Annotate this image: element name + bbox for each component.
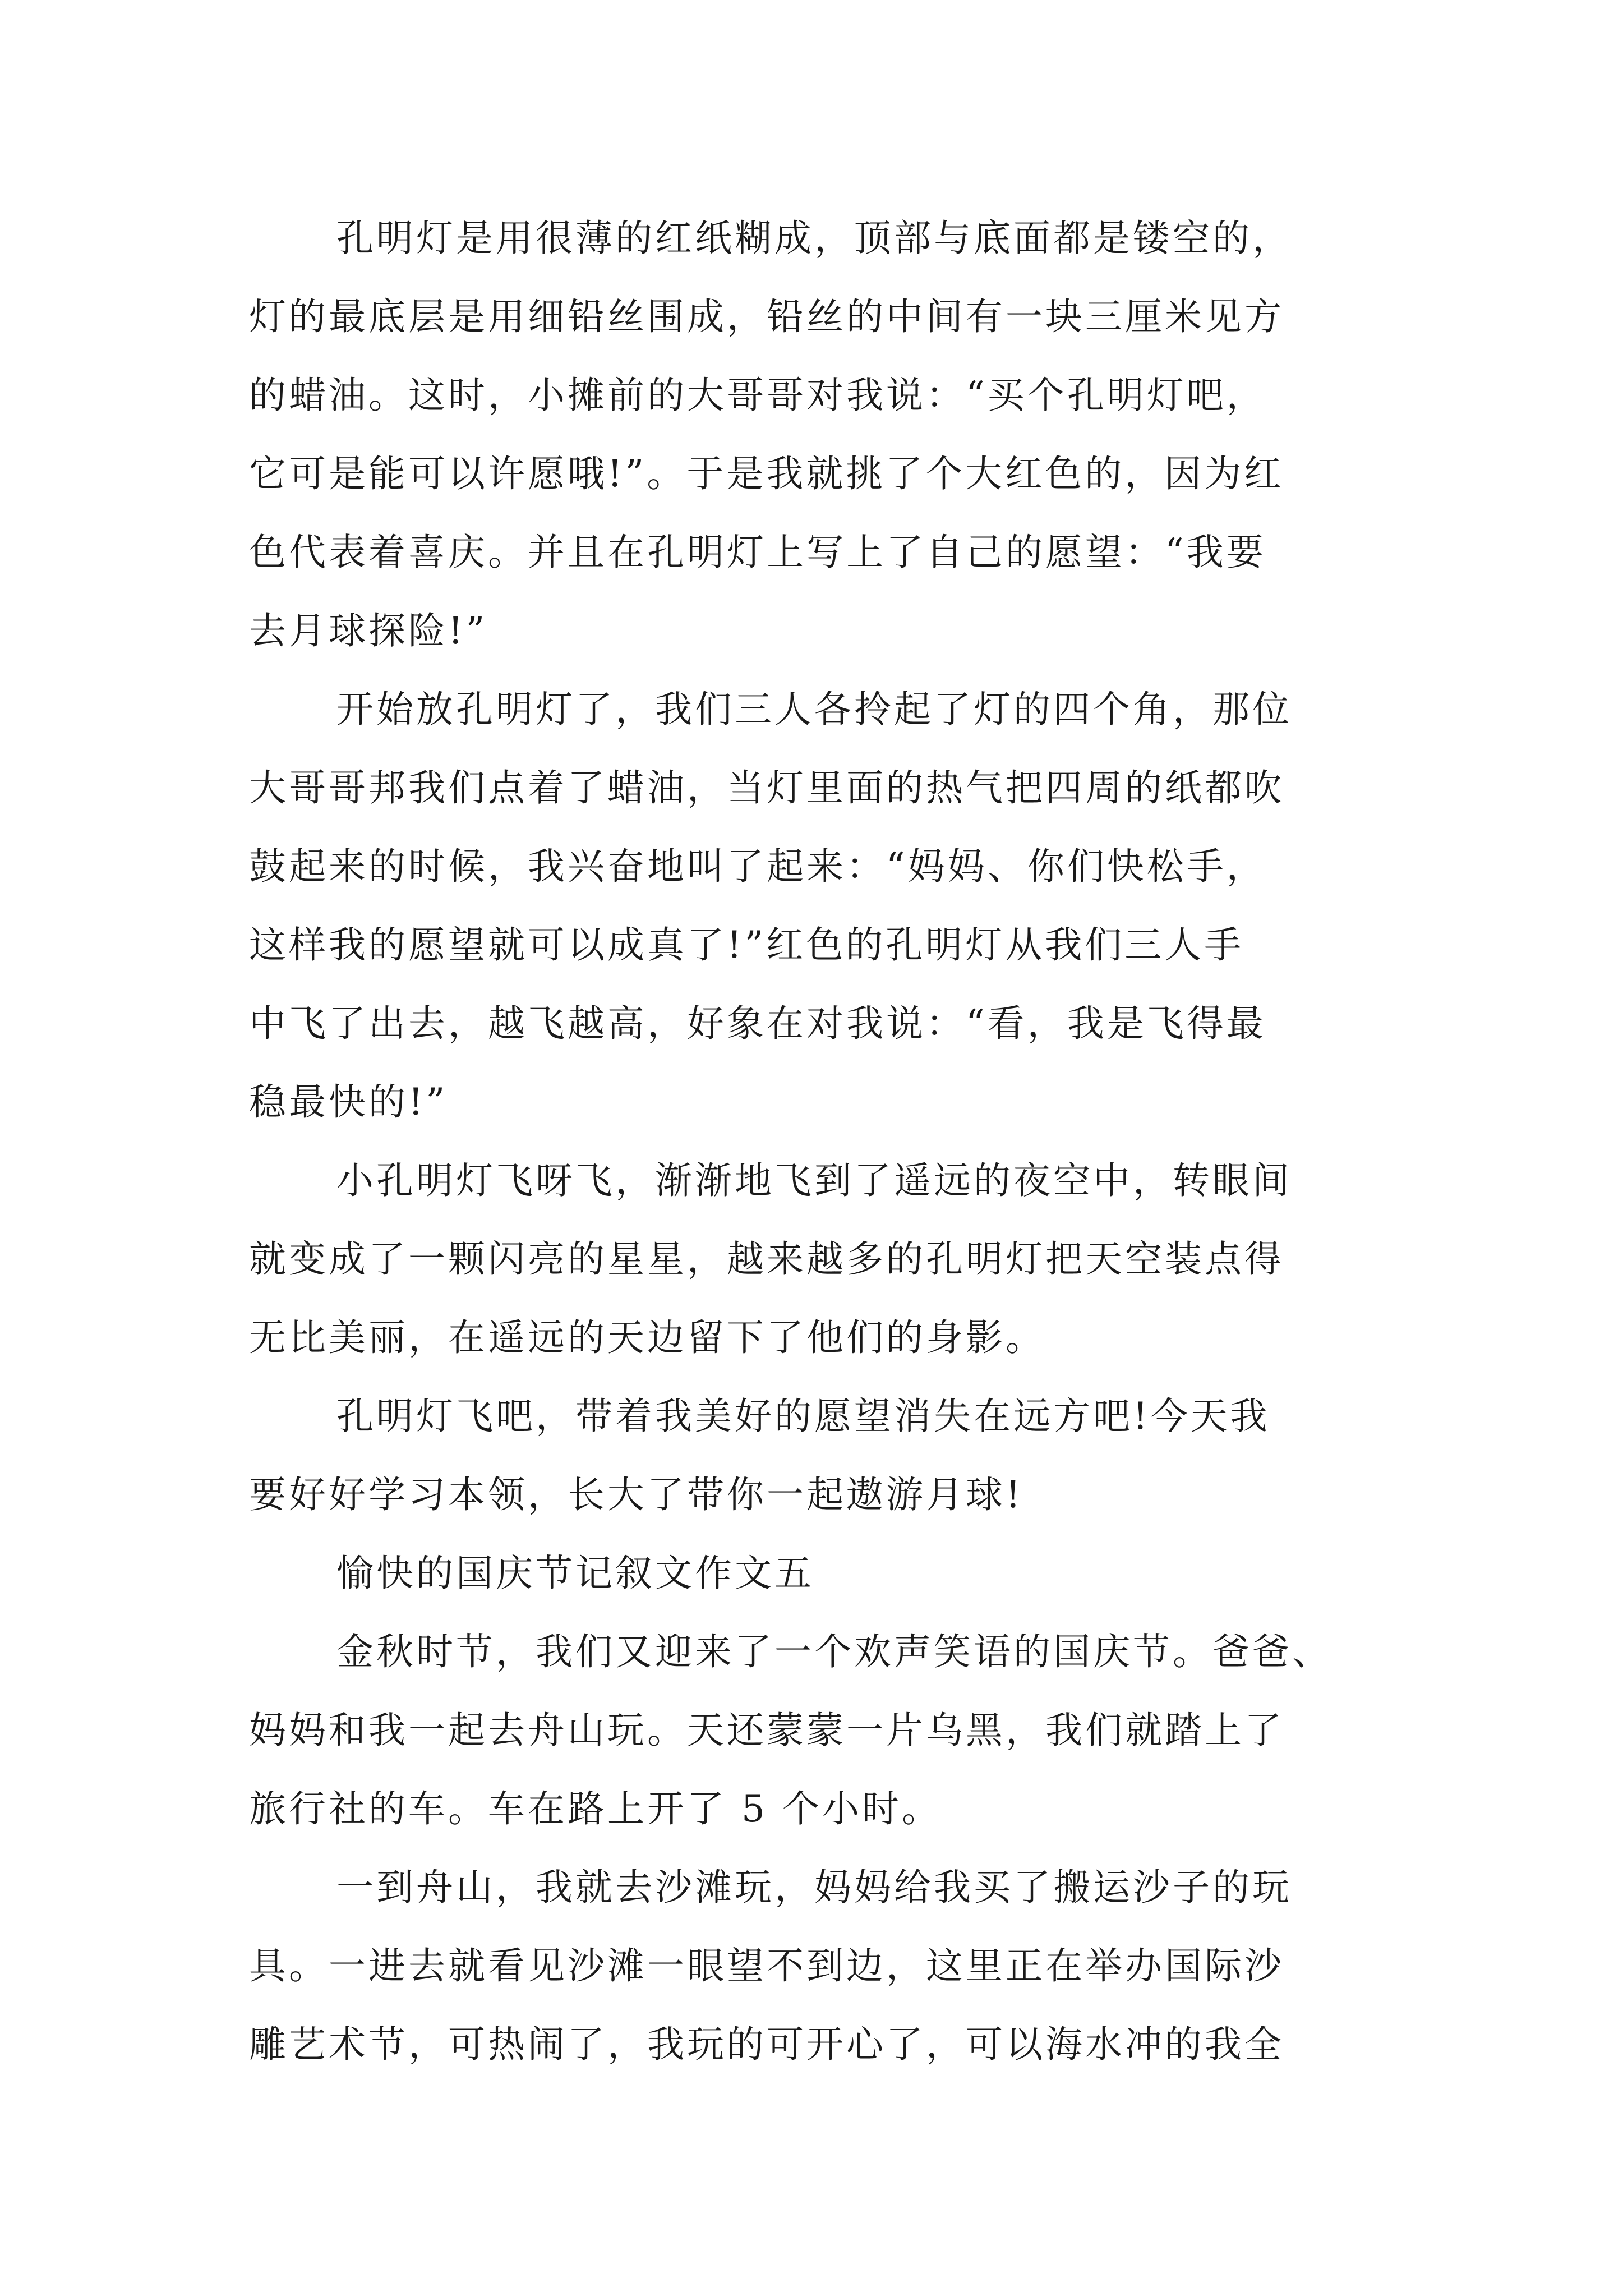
text-line: 雕艺术节，可热闹了，我玩的可开心了，可以海水冲的我全 [249,2023,1284,2066]
text-line: 去月球探险!” [249,609,488,652]
text-line: 金秋时节，我们又迎来了一个欢声笑语的国庆节。爸爸、 [336,1630,1332,1673]
text-line: 具。一进去就看见沙滩一眼望不到边，这里正在举办国际沙 [249,1944,1284,1987]
text-line: 大哥哥邦我们点着了蜡油，当灯里面的热气把四周的纸都吹 [249,766,1284,809]
text-line: 无比美丽，在遥远的天边留下了他们的身影。 [249,1316,1045,1359]
text-line: 鼓起来的时候，我兴奋地叫了起来：“妈妈、你们快松手， [249,845,1266,888]
text-line: 中飞了出去，越飞越高，好象在对我说：“看，我是飞得最 [249,1002,1266,1045]
text-line: 孔明灯是用很薄的红纸糊成，顶部与底面都是镂空的， [336,217,1292,260]
text-line: 孔明灯飞吧，带着我美好的愿望消失在远方吧!今天我 [336,1395,1270,1438]
text-line: 小孔明灯飞呀飞，渐渐地飞到了遥远的夜空中，转眼间 [336,1159,1292,1202]
text-line: 旅行社的车。车在路上开了 5 个小时。 [249,1787,942,1830]
text-line: 就变成了一颗闪亮的星星，越来越多的孔明灯把天空装点得 [249,1237,1284,1281]
text-line: 要好好学习本领，长大了带你一起遨游月球! [249,1473,1023,1516]
text-line: 这样我的愿望就可以成真了!”红色的孔明灯从我们三人手 [249,923,1244,967]
text-line: 的蜡油。这时，小摊前的大哥哥对我说：“买个孔明灯吧， [249,374,1266,417]
text-line: 一到舟山，我就去沙滩玩，妈妈给我买了搬运沙子的玩 [336,1866,1292,1909]
text-line: 开始放孔明灯了，我们三人各拎起了灯的四个角，那位 [336,688,1292,731]
section-heading: 愉快的国庆节记叙文作文五 [336,1552,814,1595]
text-line: 灯的最底层是用细铅丝围成，铅丝的中间有一块三厘米见方 [249,295,1284,338]
text-line: 妈妈和我一起去舟山玩。天还蒙蒙一片乌黑，我们就踏上了 [249,1709,1284,1752]
text-line: 它可是能可以许愿哦!”。于是我就挑了个大红色的，因为红 [249,452,1284,495]
text-line: 稳最快的!” [249,1080,448,1124]
text-line: 色代表着喜庆。并且在孔明灯上写上了自己的愿望：“我要 [249,531,1266,574]
